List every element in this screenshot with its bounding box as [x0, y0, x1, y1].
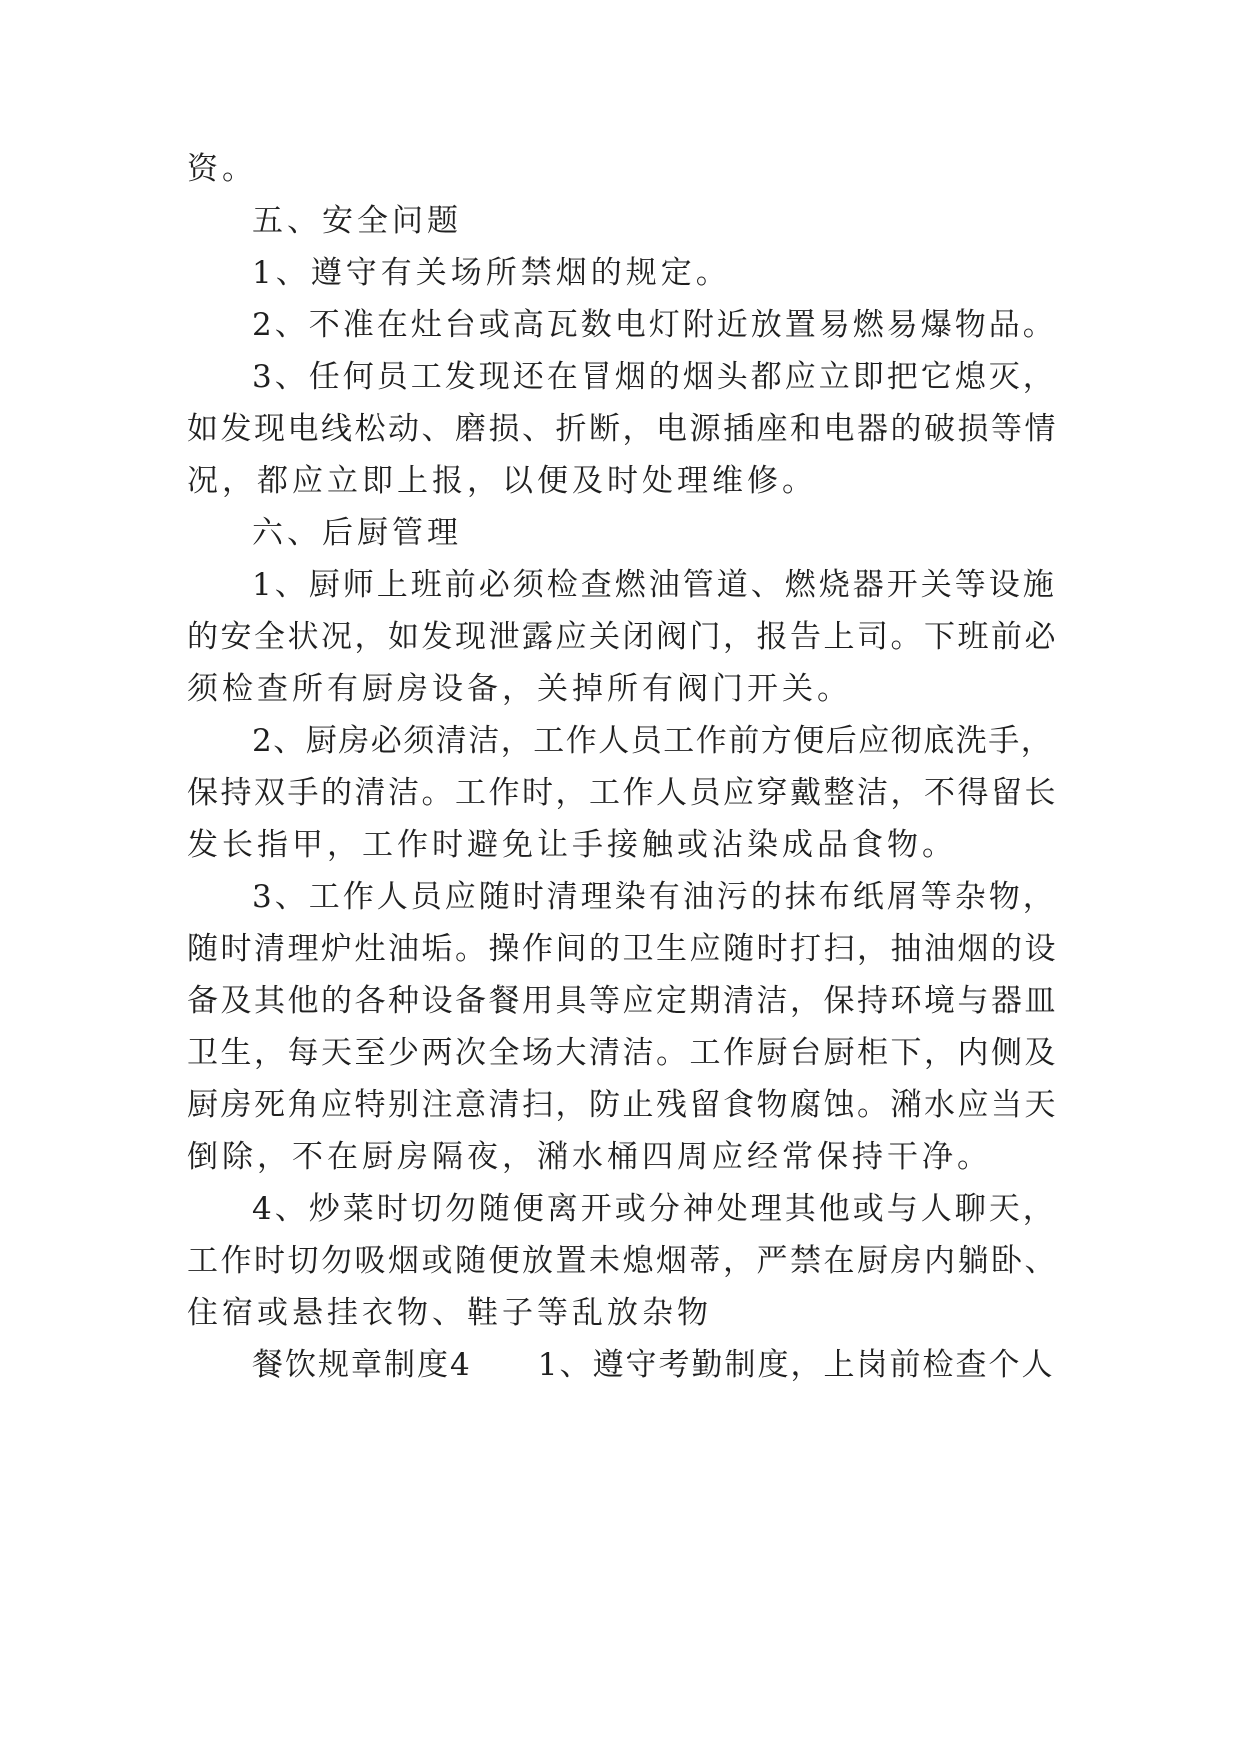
section-heading-safety: 五、安全问题	[252, 203, 462, 239]
text-line: 如发现电线松动、磨损、折断，电源插座和电器的破损等情	[187, 411, 1058, 447]
text-line: 发长指甲，工作时避免让手接触或沾染成品食物。	[187, 827, 957, 863]
text-line: 须检查所有厨房设备，关掉所有阀门开关。	[187, 671, 852, 707]
text-line: 资。	[187, 151, 257, 187]
text-line: 卫生，每天至少两次全场大清洁。工作厨台厨柜下，内侧及	[187, 1035, 1058, 1071]
text-line: 厨房死角应特别注意清扫，防止残留食物腐蚀。潲水应当天	[187, 1087, 1058, 1123]
text-line: 随时清理炉灶油垢。操作间的卫生应随时打扫，抽油烟的设	[187, 931, 1058, 967]
text-line: 倒除，不在厨房隔夜，潲水桶四周应经常保持干净。	[187, 1139, 992, 1175]
text-line: 备及其他的各种设备餐用具等应定期清洁，保持环境与器皿	[187, 983, 1058, 1019]
text-line: 1、遵守有关场所禁烟的规定。	[252, 255, 731, 291]
text-line: 2、厨房必须清洁，工作人员工作前方便后应彻底洗手，	[252, 723, 1054, 759]
text-line: 3、任何员工发现还在冒烟的烟头都应立即把它熄灭，	[252, 359, 1057, 395]
text-line: 保持双手的清洁。工作时，工作人员应穿戴整洁，不得留长	[187, 775, 1058, 811]
text-line: 1、厨师上班前必须检查燃油管道、燃烧器开关等设施	[252, 567, 1057, 603]
section-heading-rules-4: 餐饮规章制度4 1、遵守考勤制度，上岗前检查个人	[252, 1347, 1055, 1383]
text-line: 况，都应立即上报，以便及时处理维修。	[187, 463, 817, 499]
text-line: 住宿或悬挂衣物、鞋子等乱放杂物	[187, 1295, 712, 1331]
text-line: 2、不准在灶台或高瓦数电灯附近放置易燃易爆物品。	[252, 307, 1057, 343]
text-line: 工作时切勿吸烟或随便放置未熄烟蒂，严禁在厨房内躺卧、	[187, 1243, 1058, 1279]
section-heading-kitchen: 六、后厨管理	[252, 515, 462, 551]
text-line: 3、工作人员应随时清理染有油污的抹布纸屑等杂物，	[252, 879, 1057, 915]
text-line: 的安全状况，如发现泄露应关闭阀门，报告上司。下班前必	[187, 619, 1058, 655]
text-line: 4、炒菜时切勿随便离开或分神处理其他或与人聊天，	[252, 1191, 1057, 1227]
